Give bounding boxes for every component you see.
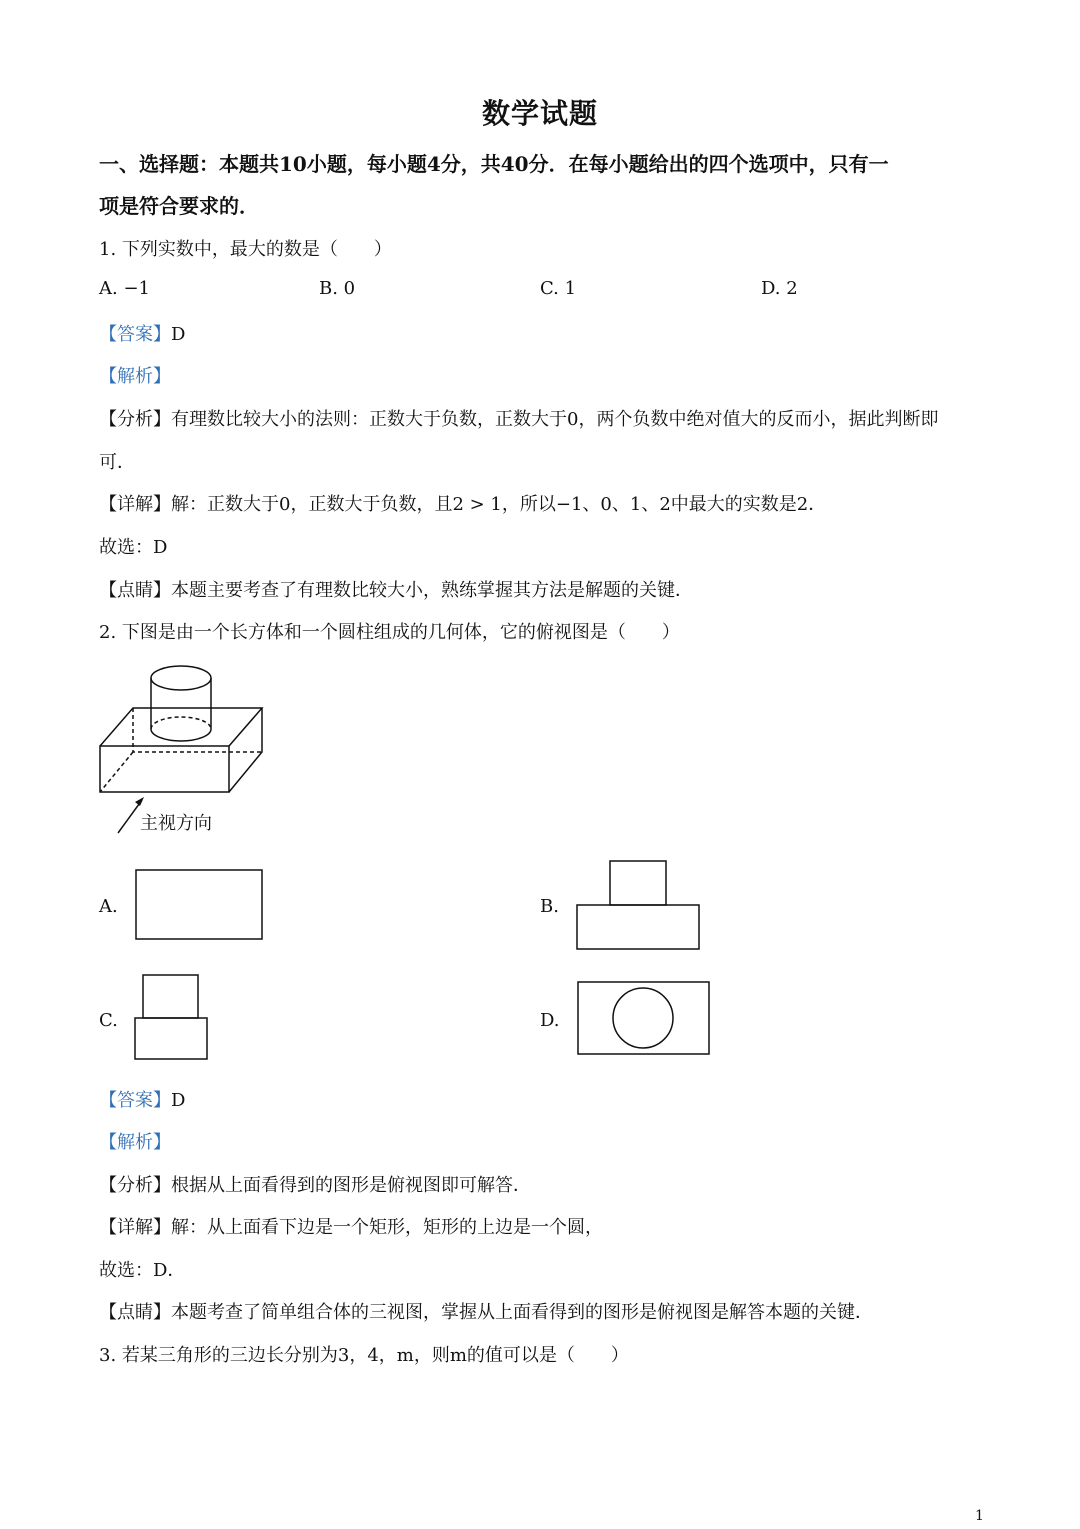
q1-option-b: B. 0 bbox=[319, 278, 356, 299]
q2-fenxi-line bbox=[99, 1171, 531, 1197]
q2-option-d-label: D. bbox=[540, 1010, 560, 1031]
q2-answer-tag: 【答案】 bbox=[99, 1090, 171, 1111]
cylinder-top bbox=[151, 666, 211, 690]
view-direction-arrow bbox=[118, 800, 142, 833]
q1-fenxi-text: 有理数比较大小的法则：正数大于负数，正数大于0，两个负数中绝对值大的反而小，据此判断即 bbox=[171, 409, 939, 430]
q1-fenxi-tag: 【分析】 bbox=[99, 409, 171, 430]
q2-option-a-figure bbox=[135, 869, 263, 941]
q1-xiangjie-text: 解：正数大于0，正数大于负数，且2 > 1，所以−1、0、1、2中最大的实数是2． bbox=[171, 494, 827, 515]
q2-dianjing-text: 本题考查了简单组合体的三视图，掌握从上面看得到的图形是俯视图是解答本题的关键． bbox=[171, 1302, 873, 1323]
q1-option-a: A. −1 bbox=[99, 278, 150, 299]
q1-stem: 1. 下列实数中，最大的数是（ ） bbox=[99, 239, 392, 260]
cylinder-bottom-back bbox=[151, 717, 211, 729]
q2-answer-line bbox=[99, 1086, 185, 1112]
q2-fenxi-text: 根据从上面看得到的图形是俯视图即可解答． bbox=[171, 1175, 531, 1196]
cylinder-bottom-front bbox=[151, 729, 211, 741]
page-number: 1 bbox=[975, 1508, 984, 1524]
q2-fenxi-tag: 【分析】 bbox=[99, 1175, 171, 1196]
q2-analysis-tag: 【解析】 bbox=[99, 1132, 171, 1153]
section-heading-line1: 一、选择题：本题共10小题，每小题4分，共40分．在每小题给出的四个选项中，只有一 bbox=[99, 152, 889, 176]
q2-option-d-figure bbox=[577, 981, 711, 1057]
q2-stem: 2. 下图是由一个长方体和一个圆柱组成的几何体，它的俯视图是（ ） bbox=[99, 622, 680, 643]
q2-solid-figure bbox=[0, 0, 300, 860]
q1-option-d: D. 2 bbox=[761, 278, 798, 299]
q1-fenxi-line2: 可． bbox=[99, 452, 135, 473]
cuboid-hidden-edge-diag bbox=[100, 752, 133, 792]
q2-dianjing-tag: 【点睛】 bbox=[99, 1302, 171, 1323]
cuboid-right-face bbox=[229, 708, 262, 792]
q2-option-c-label: C. bbox=[99, 1010, 118, 1031]
q1-guxuan: 故选：D bbox=[99, 537, 168, 558]
q1-xiangjie-tag: 【详解】 bbox=[99, 494, 171, 515]
q2-guxuan: 故选：D． bbox=[99, 1260, 186, 1281]
q2-option-b-figure bbox=[576, 860, 702, 952]
q1-dianjing-tag: 【点睛】 bbox=[99, 580, 171, 601]
q2-answer: D bbox=[171, 1090, 186, 1111]
q1-answer: D bbox=[171, 324, 186, 345]
q1-option-c: C. 1 bbox=[540, 278, 577, 299]
q2-option-b-label: B. bbox=[540, 896, 559, 917]
q3-stem: 3. 若某三角形的三边长分别为3，4，m，则m的值可以是（ ） bbox=[99, 1345, 629, 1366]
section-heading-line2: 项是符合要求的． bbox=[99, 194, 259, 218]
q2-dianjing-line bbox=[99, 1298, 873, 1324]
q2-option-c-figure bbox=[134, 974, 210, 1062]
arrow-head bbox=[135, 797, 144, 806]
q2-xiangjie-text: 解：从上面看下边是一个矩形，矩形的上边是一个圆， bbox=[171, 1217, 603, 1238]
q2-xiangjie-tag: 【详解】 bbox=[99, 1217, 171, 1238]
q1-analysis-tag: 【解析】 bbox=[99, 366, 171, 387]
page-title: 数学试题 bbox=[481, 97, 598, 130]
q2-option-a-label: A. bbox=[99, 896, 118, 917]
q2-xiangjie-line bbox=[99, 1213, 603, 1239]
q2-figure-label: 主视方向 bbox=[140, 813, 212, 834]
q1-dianjing-text: 本题主要考查了有理数比较大小，熟练掌握其方法是解题的关键． bbox=[171, 580, 693, 601]
q1-answer-tag: 【答案】 bbox=[99, 324, 171, 345]
